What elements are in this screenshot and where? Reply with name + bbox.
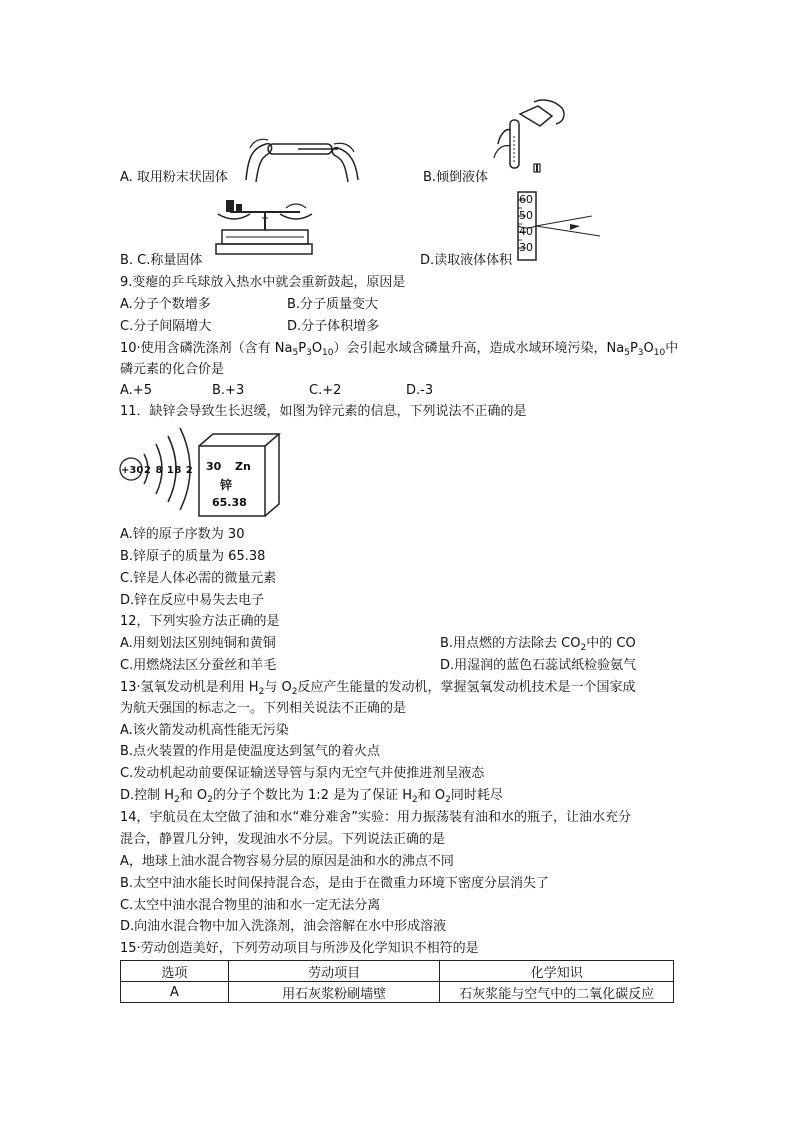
q9-option-d: D.分子体积增多	[287, 319, 380, 334]
tile-atomic-number: 30	[206, 460, 222, 473]
table-cell: A	[121, 982, 229, 1003]
table-cell: 用石灰浆粉刷墙壁	[228, 982, 440, 1003]
q11-option-d: D.锌在反应中易失去电子	[120, 593, 265, 608]
q10-option-a: A.+5	[120, 383, 152, 398]
table-cell: 石灰浆能与空气中的二氧化碳反应	[440, 982, 674, 1003]
tile-symbol: Zn	[235, 460, 251, 473]
q10-stem-line1: 10·使用含磷洗涤剂（含有 $Na_5P_3O_{10}$）会引起水域含磷量升高，造成水域环境污染，$Na_5P_3O_{10}$中	[120, 341, 679, 358]
q14-option-b: B.太空中油水能长时间保持混合态，是由于在微重力环境下密度分层消失了	[120, 876, 550, 891]
q13-option-b: B.点火装置的作用是使温度达到氢气的着火点	[120, 744, 381, 759]
q9-stem: 9.变瘪的乒乓球放入热水中就会重新鼓起，原因是	[120, 275, 406, 290]
q12-option-a: A.用刻划法区别纯铜和黄铜	[120, 636, 276, 651]
q8-option-d: D.读取液体体积	[420, 253, 513, 268]
q14-stem-line1: 14，宇航员在太空做了油和水“难分难舍”实验：用力振荡装有油和水的瓶子，让油水充分	[120, 810, 632, 825]
q11-option-b: B.锌原子的质量为 65.38	[120, 549, 266, 564]
table-header-cell: 劳动项目	[228, 961, 440, 982]
q11-option-c: C.锌是人体必需的微量元素	[120, 571, 277, 586]
cylinder-tick-40: 40	[519, 225, 533, 238]
table-header-cell: 选项	[121, 961, 229, 982]
cylinder-tick-30: 30	[519, 241, 533, 254]
q13-stem-line2: 为航天强国的标志之一。下列相关说法不正确的是	[120, 701, 407, 716]
tile-atomic-mass: 65.38	[212, 496, 247, 509]
table-header-row	[121, 961, 674, 982]
tile-element-name: 锌	[220, 478, 233, 492]
q10-stem-line2: 磷元素的化合价是	[120, 362, 225, 377]
q8-option-c: B. C.称量固体	[120, 253, 203, 268]
zinc-atom-shells: 2 8 18 2	[144, 465, 194, 476]
q13-option-c: C.发动机起动前要保证输送导管与泵内无空气并使推进剂呈液态	[120, 766, 485, 781]
q12-option-c: C.用燃烧法区分蚕丝和羊毛	[120, 658, 277, 673]
cylinder-tick-60: 60	[519, 193, 533, 206]
q10-option-b: B.+3	[212, 383, 245, 398]
q14-option-c: C.太空中油水混合物里的油和水一定无法分离	[120, 898, 381, 913]
q11-option-a: A.锌的原子序数为 30	[120, 527, 245, 542]
q14-option-a: A，地球上油水混合物容易分层的原因是油和水的沸点不同	[120, 854, 454, 869]
q14-stem-line2: 混合，静置几分钟，发现油水不分层。下列说法正确的是	[120, 832, 446, 847]
cylinder-tick-50: 50	[519, 209, 533, 222]
q9-option-b: B.分子质量变大	[287, 297, 379, 312]
q11-stem: 11．缺锌会导致生长迟缓，如图为锌元素的信息，下列说法不正确的是	[120, 404, 527, 419]
q10-option-d: D.-3	[406, 383, 434, 398]
q13-option-d: D.控制 $H_2$和 $O_2$的分子个数比为 1:2 是为了保证 $H_2$和 $O_2$同时耗尽	[120, 788, 503, 805]
q13-option-a: A.该火箭发动机高性能无污染	[120, 723, 289, 738]
q12-option-b: B.用点燃的方法除去 $CO_2$中的 CO	[440, 636, 636, 653]
q10-option-c: C.+2	[309, 383, 342, 398]
q8-option-a: A. 取用粉末状固体	[120, 170, 228, 185]
figure-balance-scale	[210, 194, 320, 256]
q12-option-d: D.用湿润的蓝色石蕊试纸检验氨气	[440, 658, 637, 673]
figure-powder-solid	[238, 118, 368, 186]
q15-stem: 15·劳动创造美好，下列劳动项目与所涉及化学知识不相符的是	[120, 941, 479, 956]
q8-option-b: B.倾倒液体	[423, 170, 489, 185]
q13-stem-line1: 13·氢氧发动机是利用 $H_2$与 $O_2$反应产生能量的发动机，掌握氢氧发动机技术是一个国家成	[120, 680, 636, 697]
table-header-cell: 化学知识	[440, 961, 674, 982]
q9-option-c: C.分子间隔增大	[120, 319, 212, 334]
table-row	[121, 982, 674, 1003]
figure-pour-liquid	[490, 98, 570, 178]
q15-table	[120, 960, 674, 1003]
q14-option-d: D.向油水混合物中加入洗涤剂，油会溶解在水中形成溶液	[120, 919, 447, 934]
q9-option-a: A.分子个数增多	[120, 297, 211, 312]
q12-stem: 12，下列实验方法正确的是	[120, 614, 280, 629]
zinc-atom-nucleus: +30	[121, 465, 144, 476]
